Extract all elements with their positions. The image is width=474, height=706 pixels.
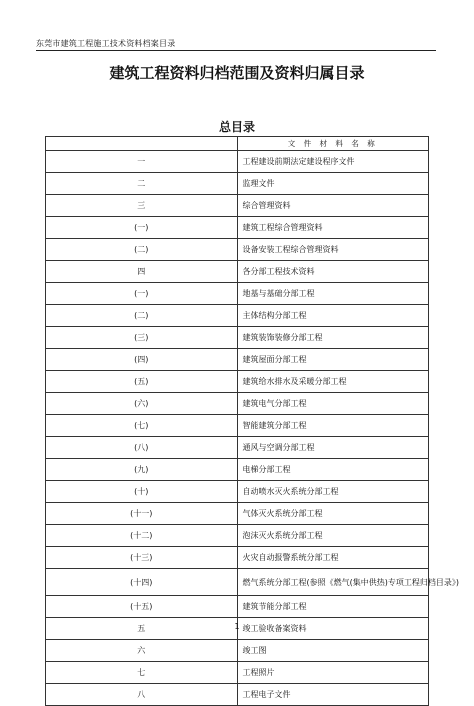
row-name: 建筑屋面分部工程: [237, 349, 429, 371]
table-row: [46, 662, 429, 684]
row-number: (五): [46, 371, 238, 393]
table-row: [46, 327, 429, 349]
table-row: [46, 151, 429, 173]
row-number: (一): [46, 283, 238, 305]
row-name: 电梯分部工程: [237, 459, 429, 481]
document-title: 建筑工程资料归档范围及资料归属目录: [109, 64, 365, 82]
row-number: (二): [46, 239, 238, 261]
row-number: 八: [46, 684, 238, 706]
row-name: 智能建筑分部工程: [237, 415, 429, 437]
table-row: [46, 596, 429, 618]
row-number: 四: [46, 261, 238, 283]
row-number: 一: [46, 151, 238, 173]
row-name: 建筑给水排水及采暖分部工程: [237, 371, 429, 393]
table-row: [46, 525, 429, 547]
toc-table: [45, 136, 459, 706]
row-number: (二): [46, 305, 238, 327]
row-number: (八): [46, 437, 238, 459]
row-number: 七: [46, 662, 238, 684]
row-number: (九): [46, 459, 238, 481]
row-name: 地基与基础分部工程: [237, 283, 429, 305]
table-row: [46, 239, 429, 261]
table-row: [46, 684, 429, 706]
row-name: 监理文件: [237, 173, 429, 195]
row-name: 泡沫灭火系统分部工程: [237, 525, 429, 547]
running-header: 东莞市建筑工程施工技术资料档案目录: [36, 39, 176, 48]
row-number: (四): [46, 349, 238, 371]
table-row: [46, 547, 429, 569]
row-name: 通风与空调分部工程: [237, 437, 429, 459]
row-name: 设备安装工程综合管理资料: [237, 239, 429, 261]
row-name: 燃气系统分部工程(参照《燃气(集中供热)专项工程归档目录》): [237, 569, 429, 596]
row-number: (十一): [46, 503, 238, 525]
table-row: [46, 640, 429, 662]
table-row: [46, 481, 429, 503]
row-number: 五: [46, 618, 238, 640]
toc-header-row: [46, 137, 429, 151]
table-row: [46, 371, 429, 393]
row-number: (十五): [46, 596, 238, 618]
row-number: (六): [46, 393, 238, 415]
row-number: (三): [46, 327, 238, 349]
section-title: 总目录: [218, 120, 255, 134]
row-number: 二: [46, 173, 238, 195]
row-number: 三: [46, 195, 238, 217]
header-rule: [36, 50, 436, 51]
row-number: (十三): [46, 547, 238, 569]
table-row: [46, 437, 429, 459]
row-name: 建筑装饰装修分部工程: [237, 327, 429, 349]
row-number: 六: [46, 640, 238, 662]
table-row: [46, 173, 429, 195]
table-row: [46, 503, 429, 525]
toc-number-header: [46, 137, 238, 151]
row-name: 火灾自动报警系统分部工程: [237, 547, 429, 569]
row-name: 气体灭火系统分部工程: [237, 503, 429, 525]
row-name: 竣工验收备案资料: [237, 618, 429, 640]
table-row: [46, 569, 429, 596]
row-number: (十): [46, 481, 238, 503]
table-row: [46, 195, 429, 217]
row-name: 自动喷水灭火系统分部工程: [237, 481, 429, 503]
row-number: (十四): [46, 569, 238, 596]
table-row: [46, 393, 429, 415]
row-name: 主体结构分部工程: [237, 305, 429, 327]
row-name: 竣工图: [237, 640, 429, 662]
row-name: 综合管理资料: [237, 195, 429, 217]
row-number: (十二): [46, 525, 238, 547]
row-name: 建筑电气分部工程: [237, 393, 429, 415]
row-name: 建筑工程综合管理资料: [237, 217, 429, 239]
row-name: 工程建设前期法定建设程序文件: [237, 151, 429, 173]
row-name: 工程照片: [237, 662, 429, 684]
row-name: 建筑节能分部工程: [237, 596, 429, 618]
table-row: [46, 459, 429, 481]
table-row: [46, 217, 429, 239]
table-row: [46, 283, 429, 305]
table-row: [46, 305, 429, 327]
row-number: (一): [46, 217, 238, 239]
table-row: [46, 261, 429, 283]
toc-column-header: 文 件 材 料 名 称: [237, 137, 429, 151]
row-number: (七): [46, 415, 238, 437]
page-number: 1: [234, 622, 240, 631]
table-row: [46, 349, 429, 371]
table-row: [46, 415, 429, 437]
row-name: 工程电子文件: [237, 684, 429, 706]
row-name: 各分部工程技术资料: [237, 261, 429, 283]
